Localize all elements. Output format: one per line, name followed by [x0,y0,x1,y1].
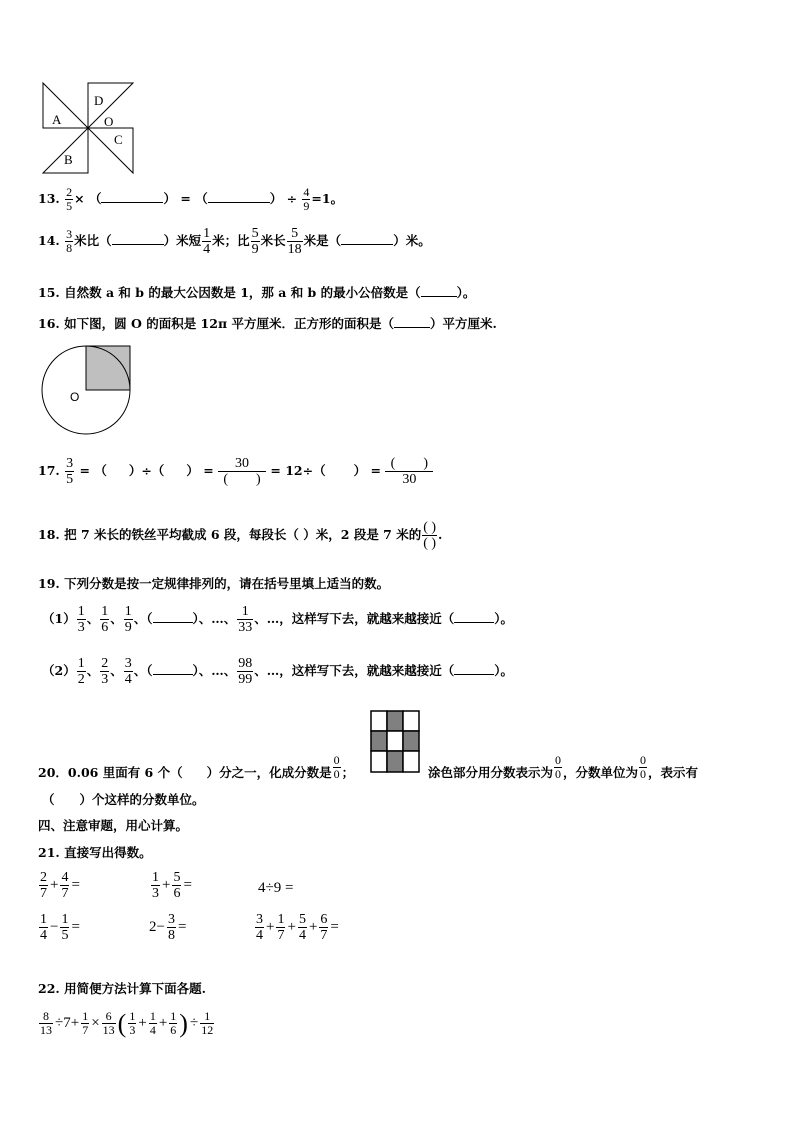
q21-expr-5: 2− $\frac{3}{8}$ = [149,912,187,943]
q14-frac4: $\frac{5}{18}$ [287,226,302,257]
q14-frac3: $\frac{5}{9}$ [251,226,259,257]
q14-frac1: $\frac{3}{8}$ [66,227,73,255]
q13-blank-2[interactable] [208,192,270,203]
q21-expr-1: $\frac{2}{7}$ + $\frac{4}{7}$ = [40,870,80,901]
q17-frac1: $\frac{3}{5}$ [66,456,74,487]
question-18: 18. 把 7 米长的铁丝平均截成 6 段，每段长（ ）米，2 段是 7 米的 $\frac{( )}{( )}$ . [38,520,443,551]
label-a: A [52,112,62,127]
circle-center-label: O [70,390,80,404]
question-20-line2: （ ）个这样的分数单位。 [42,792,205,807]
q21-expr-6: $\frac{3}{4}$ + $\frac{1}{7}$ + $\frac{5}{4}$ + $\frac{6}{7}$ = [256,912,339,943]
q13-frac1: $\frac{2}{5}$ [66,185,73,213]
q18-frac: $\frac{( )}{( )}$ [423,520,437,551]
question-20-cont: 涂色部分用分数表示为 $\frac{0}{0}$ ，分数单位为 $\frac{0}{0}$ ，表示有 [428,753,699,781]
q19-2-blank-2[interactable] [454,664,494,675]
q19-1-blank-1[interactable] [153,612,193,623]
question-17: 17. $\frac{3}{5}$ = （ ）÷（ ） = $\frac{30}{( )}$ = 12÷（ ） = $\frac{( )}{30}$ [38,456,433,487]
q17-blank-2[interactable] [164,465,186,475]
question-13: 13. $\frac{2}{5}$ × （ ） = （ ） ÷ $\frac{4}{9}$ =1。 [38,185,344,213]
question-16: 16. 如下图，圆 O 的面积是 12π 平方厘米．正方形的面积是（ ）平方厘米. [38,316,497,331]
q13-number: 13. [38,191,60,206]
shaded-grid-figure [370,710,420,774]
q19-2-blank-1[interactable] [153,664,193,675]
label-c: C [114,132,123,147]
q16-blank[interactable] [394,317,430,328]
section-4-title: 四、注意审题，用心计算。 [38,818,189,833]
q17-blank-3[interactable] [326,465,354,475]
circle-square-figure [38,343,134,439]
q21-expr-2: $\frac{1}{3}$ + $\frac{5}{6}$ = [152,870,192,901]
q21-expr-4: $\frac{1}{4}$ − $\frac{1}{5}$ = [40,912,80,943]
question-19: 19. 下列分数是按一定规律排列的，请在括号里填上适当的数。 [38,576,390,591]
q17-frac2: $\frac{30}{( )}$ [219,456,265,487]
question-20: 20．0.06 里面有 6 个（ ）分之一，化成分数是 $\frac{0}{0}$ ； [38,753,355,781]
q17-blank-1[interactable] [107,465,129,475]
label-d: D [94,93,104,108]
q17-frac3: $\frac{( )}{30}$ [386,456,432,487]
question-14: 14. $\frac{3}{8}$ 米比（ ）米短 $\frac{1}{4}$ 米；比 $\frac{5}{9}$ 米长 $\frac{5}{18}$ 米是（ ）米。 [38,226,431,257]
question-21: 21. 直接写出得数。 [38,845,152,860]
q19-1-blank-2[interactable] [454,612,494,623]
q21-expr-3: 4÷9 = [258,880,294,896]
q22-expression: $\frac{8}{13}$ ÷7+ $\frac{1}{7}$ × $\frac{6}{13}$ ( $\frac{1}{3}$ + $\frac{1}{4}$ + $\frac{1}{6}$ ) ÷ $\frac{1}{12}$ [40,1008,214,1038]
pinwheel-figure [40,80,140,175]
q13-frac2: $\frac{4}{9}$ [303,185,310,213]
question-19-part1: （1） $\frac{1}{3}$ 、 $\frac{1}{6}$ 、 $\frac{1}{9}$ 、（ ）、…、 $\frac{1}{33}$ 、…，这样写下去，就越来越接近（ ）。 [42,604,514,635]
question-19-part2: （2） $\frac{1}{2}$ 、 $\frac{2}{3}$ 、 $\frac{3}{4}$ 、（ ）、…、 $\frac{98}{99}$ 、…，这样写下去，就越来越接近（ ）。 [42,656,514,687]
q13-blank-1[interactable] [101,192,163,203]
q14-blank-2[interactable] [341,234,393,245]
label-o: O [104,114,114,129]
question-22: 22. 用简便方法计算下面各题. [38,981,206,996]
q20-blank-1[interactable] [183,767,207,777]
label-b: B [64,152,73,167]
q15-blank[interactable] [421,286,457,297]
q14-frac2: $\frac{1}{4}$ [203,226,211,257]
q14-blank-1[interactable] [112,234,164,245]
question-15: 15. 自然数 a 和 b 的最大公因数是 1，那 a 和 b 的最小公倍数是（ ）。 [38,285,476,300]
